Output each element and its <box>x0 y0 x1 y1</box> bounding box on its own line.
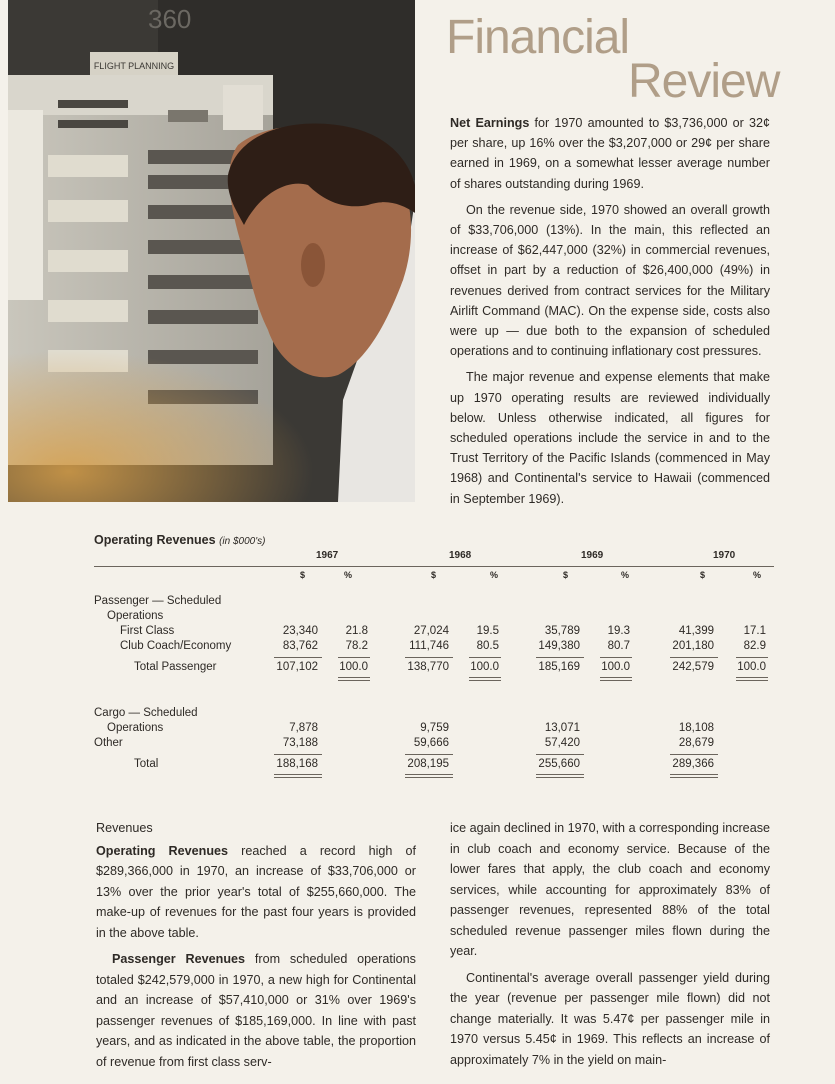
rule <box>736 657 768 658</box>
cell-total-1969: 255,660 <box>538 758 580 770</box>
page-title <box>446 11 816 108</box>
cell-total-1967: 188,168 <box>276 758 318 770</box>
cell-cargo-1970: 18,108 <box>678 722 714 734</box>
revenues-column-left <box>96 818 416 1078</box>
net-earnings-lead: Net Earnings <box>450 116 530 130</box>
rule <box>469 657 501 658</box>
cell-first-class-pct-1967: 21.8 <box>345 625 368 637</box>
year-1967: 1967 <box>316 550 339 561</box>
cell-total-passenger-pct-1970: 100.0 <box>737 661 766 673</box>
rule <box>536 657 584 658</box>
operating-revenues-lead: Operating Revenues <box>96 843 229 858</box>
cell-other-1970: 28,679 <box>678 737 714 749</box>
cell-club-coach-pct-1970: 82.9 <box>743 640 766 652</box>
cell-total-passenger-pct-1968: 100.0 <box>470 661 499 673</box>
revenues-column-right <box>450 818 770 1076</box>
double-rule <box>469 677 501 681</box>
cell-club-coach-pct-1967: 78.2 <box>345 640 368 652</box>
double-rule <box>670 774 718 778</box>
year-1969: 1969 <box>581 550 604 561</box>
passenger-revenues-body: from scheduled operations totaled $242,579,000 in 1970, a new high for Continental and an increase of $57,410,000 or 31% over 1969's passenger revenues of $185,169,000. In line with past years, and as indicated in the above table, the proportion of revenue from first class serv- <box>96 952 416 1069</box>
pct-header: % <box>753 570 762 580</box>
cell-first-class-1969: 35,789 <box>544 625 580 637</box>
cell-first-class-1967: 23,340 <box>282 625 318 637</box>
revenues-paragraph-4: Continental's average overall passenger yield during the year (revenue per passenger mile flown) did not change materially. It was 5.47¢ per passenger mile in 1970 versus 5.45¢ in 1969. This reflects an increase of approximately 7% in the yield on main- <box>450 970 770 1067</box>
rule <box>405 657 453 658</box>
cell-club-coach-1970: 201,180 <box>672 640 714 652</box>
revenues-paragraph-3: ice again declined in 1970, with a corresponding increase in club coach and economy service. Because of the lower fares that apply, the club coach and economy services, while accounting for approximately 83% of passenger revenues, represented 88% of the total scheduled revenue passenger miles flown during the year. <box>450 821 770 958</box>
dollar-header: $ <box>300 570 306 580</box>
intro-paragraph-3: The major revenue and expense elements that make up 1970 operating results are reviewed individually below. Unless otherwise indicated, all figures for scheduled operations include the service in and to the Trust Territory of the Pacific Islands (commenced in May 1968) and Continental's service to Hawaii (commenced in September 1969). <box>450 370 770 506</box>
cell-first-class-1970: 41,399 <box>678 625 714 637</box>
machine-number: 360 <box>148 4 192 34</box>
cell-club-coach-1969: 149,380 <box>538 640 580 652</box>
cell-total-1968: 208,195 <box>407 758 449 770</box>
cell-total-passenger-1969: 185,169 <box>538 661 580 673</box>
dollar-header: $ <box>700 570 706 580</box>
passenger-revenues-lead: Passenger Revenues <box>112 952 246 966</box>
dollar-header: $ <box>431 570 437 580</box>
passenger-revenues-paragraph <box>96 949 416 1072</box>
double-rule <box>405 774 453 778</box>
revenues-heading: Revenues <box>96 821 153 835</box>
cell-first-class-pct-1969: 19.3 <box>607 625 630 637</box>
title-line-review: Review <box>628 55 780 108</box>
row-label-other: Other <box>94 737 123 749</box>
row-label-first-class: First Class <box>120 625 175 637</box>
cell-total-passenger-1970: 242,579 <box>672 661 714 673</box>
cell-first-class-1968: 27,024 <box>413 625 449 637</box>
double-rule <box>736 677 768 681</box>
rule <box>338 657 370 658</box>
operating-revenues-paragraph <box>96 841 416 944</box>
rule <box>536 754 584 755</box>
row-label-total-passenger: Total Passenger <box>134 661 217 673</box>
row-label-operations: Operations <box>107 610 164 622</box>
cell-total-passenger-1967: 107,102 <box>276 661 318 673</box>
cell-total-passenger-pct-1969: 100.0 <box>601 661 630 673</box>
cell-other-1967: 73,188 <box>282 737 318 749</box>
rule <box>405 754 453 755</box>
cell-club-coach-1968: 111,746 <box>409 640 449 652</box>
row-label-cargo: Cargo — Scheduled <box>94 707 198 719</box>
operating-revenues-body: reached a record high of $289,366,000 in 1970, an increase of $33,706,000 or 13% over the prior year's total of $255,660,000. The make-up of revenues for the past four years is provided in the above table. <box>96 843 416 940</box>
cell-club-coach-1967: 83,762 <box>282 640 318 652</box>
cell-cargo-1967: 7,878 <box>289 722 318 734</box>
year-1970: 1970 <box>713 550 736 561</box>
cover-photo <box>8 0 415 502</box>
cell-other-1969: 57,420 <box>544 737 580 749</box>
cell-club-coach-pct-1969: 80.7 <box>607 640 630 652</box>
intro-paragraph-1 <box>450 113 770 194</box>
double-rule <box>536 774 584 778</box>
row-label-total: Total <box>134 758 159 770</box>
pct-header: % <box>621 570 630 580</box>
cell-total-passenger-pct-1967: 100.0 <box>339 661 368 673</box>
photo-illustration <box>8 0 415 502</box>
cell-total-passenger-1968: 138,770 <box>407 661 449 673</box>
double-rule <box>338 677 370 681</box>
rule <box>670 754 718 755</box>
table-unit: (in $000's) <box>219 536 266 547</box>
cell-first-class-pct-1968: 19.5 <box>476 625 499 637</box>
table-title <box>94 533 265 547</box>
cell-cargo-1968: 9,759 <box>420 722 449 734</box>
dollar-header: $ <box>563 570 569 580</box>
cell-total-1970: 289,366 <box>672 758 714 770</box>
cell-first-class-pct-1970: 17.1 <box>743 625 766 637</box>
row-label-cargo-operations: Operations <box>107 722 164 734</box>
cell-other-1968: 59,666 <box>413 737 449 749</box>
rule <box>670 657 718 658</box>
row-label-passenger: Passenger — Scheduled <box>94 595 222 607</box>
double-rule <box>600 677 632 681</box>
intro-text <box>450 113 770 515</box>
row-label-club-coach: Club Coach/Economy <box>120 640 232 652</box>
intro-paragraph-2: On the revenue side, 1970 showed an overall growth of $33,706,000 (13%). In the main, this reflected an increase of $62,447,000 (32%) in commercial revenues, offset in part by a reduction of $26,400,000 (49%) in revenues derived from contract services for the Military Airlift Command (MAC). On the expense side, costs also were up — due both to the expansion of scheduled operations and to continuing inflationary cost pressures. <box>450 202 770 359</box>
pct-header: % <box>344 570 353 580</box>
table-title-text: Operating Revenues <box>94 533 216 547</box>
net-earnings-body: for 1970 amounted to $3,736,000 or 32¢ per share, up 16% over the $3,207,000 or 29¢ per share earned in 1969, on a somewhat lesser average number of shares outstanding during 1969. <box>450 116 770 191</box>
cell-club-coach-pct-1968: 80.5 <box>476 640 499 652</box>
header-rule <box>94 566 774 567</box>
double-rule <box>274 774 322 778</box>
title-line-financial: Financial <box>446 11 630 64</box>
pct-header: % <box>490 570 499 580</box>
rule <box>274 657 322 658</box>
year-1968: 1968 <box>449 550 472 561</box>
flight-planning-sign: FLIGHT PLANNING <box>93 61 175 71</box>
cell-cargo-1969: 13,071 <box>544 722 580 734</box>
operating-revenues-table <box>94 530 774 810</box>
rule <box>600 657 632 658</box>
rule <box>274 754 322 755</box>
